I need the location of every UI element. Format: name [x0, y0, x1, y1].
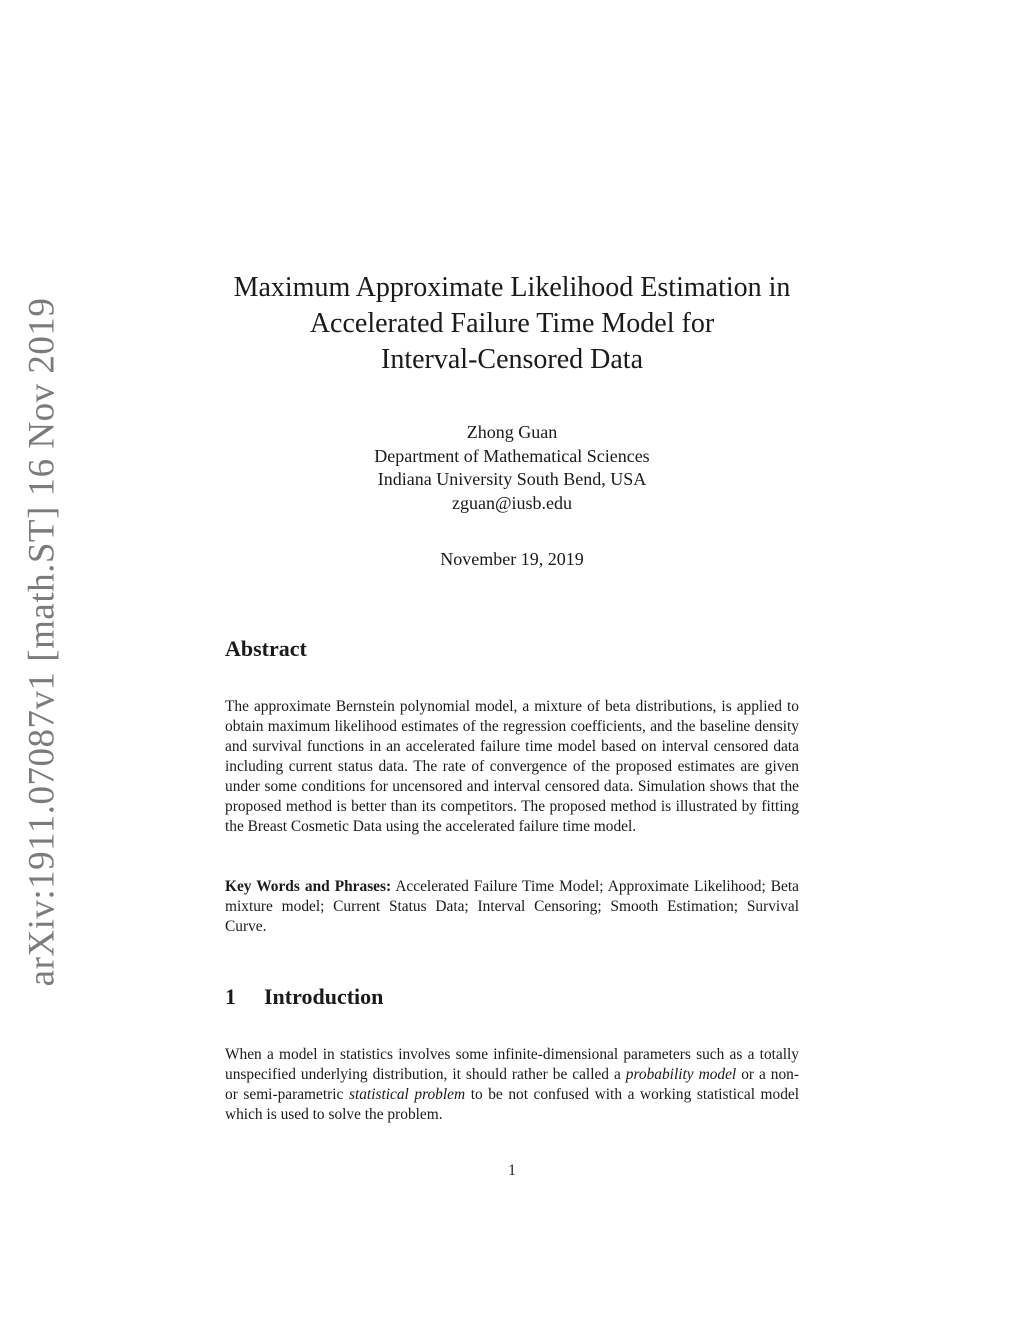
arxiv-identifier-stamp: arXiv:1911.07087v1 [math.ST] 16 Nov 2019 [21, 297, 63, 987]
intro-emphasis-statistical-problem: statistical problem [348, 1086, 466, 1103]
intro-text-a: When a model in statistics involves some infinite-dimensional parameters such as a totally unspecified underlying distribution, it should rather be called a [225, 1046, 799, 1083]
section-heading-introduction [225, 984, 383, 1010]
abstract-heading: Abstract [225, 636, 307, 661]
author-institution: Indiana University South Bend, USA [377, 469, 647, 489]
introduction-paragraph [225, 1045, 799, 1125]
author-email: zguan@iusb.edu [451, 492, 573, 513]
author-name: Zhong Guan [466, 422, 558, 442]
abstract-body: The approximate Bernstein polynomial model, a mixture of beta distributions, is applied to obtain maximum likelihood estimates of the regression coefficients, and the baseline density and survival functions in an accelerated failure time model based on interval censored data including current status data. The rate of convergence of the proposed estimates are given under some conditions for uncensored and interval censored data. Simulation shows that the proposed method is better than its competitors. The proposed method is illustrated by fitting the Breast Cosmetic Data using the accelerated failure time model. [225, 698, 799, 835]
paper-title [200, 270, 824, 378]
keywords-text: Accelerated Failure Time Model; Approximate Likelihood; Beta mixture model; Current Status Data; Interval Censoring; Smooth Estimation; Survival Curve. [225, 878, 799, 935]
publication-date: November 19, 2019 [440, 549, 584, 569]
section-number: 1 [225, 984, 236, 1009]
title-line-3: Interval-Censored Data [381, 344, 643, 375]
author-block [200, 421, 824, 515]
intro-text-c: to be not confused with a working statistical model which is used to solve the problem. [225, 1086, 800, 1123]
title-line-1: Maximum Approximate Likelihood Estimation in [233, 272, 791, 303]
section-title: Introduction [264, 984, 384, 1009]
keywords-paragraph [225, 877, 799, 937]
author-department: Department of Mathematical Sciences [374, 445, 650, 466]
intro-text-b: or a non- or semi-parametric [225, 1066, 799, 1103]
page-number: 1 [508, 1162, 516, 1179]
title-line-2: Accelerated Failure Time Model for [309, 308, 715, 339]
keywords-label: Key Words and Phrases: [225, 878, 392, 895]
intro-emphasis-probability-model: probability model [625, 1066, 737, 1083]
